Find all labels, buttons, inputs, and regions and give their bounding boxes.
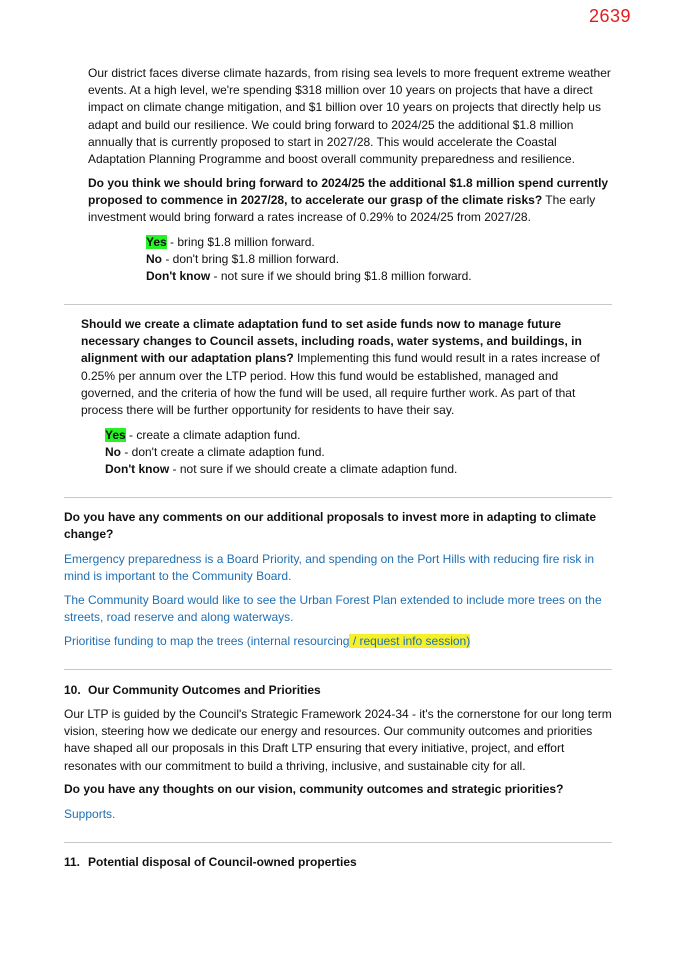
q2-option-dontknow — [105, 461, 457, 478]
q2-option-yes-text: - create a climate adaption fund. — [125, 428, 301, 442]
divider — [64, 669, 612, 670]
q1-detail: The early investment would bring forward a rates increase of 0.29% to 2024/25 from 2027/28. — [88, 193, 596, 225]
page-number: 2639 — [588, 6, 631, 26]
q2-option-dontknow-label: Don't know — [105, 462, 170, 476]
q1-option-no — [146, 251, 339, 268]
q1-option-no-text: - don't bring $1.8 million forward. — [162, 252, 340, 266]
q3-question: Do you have any comments on our additional proposals to invest more in adapting to climate change? — [64, 510, 597, 542]
section-11-number: 11. — [64, 855, 81, 869]
q1-option-no-label: No — [146, 252, 162, 266]
q1-question: Do you think we should bring forward to 2024/25 the additional $1.8 million spend currently proposed to commence in 2027/28, to accelerate our grasp of the climate risks? — [88, 176, 609, 208]
q3-response-3-text: Prioritise funding to map the trees (internal resourcing — [64, 634, 350, 648]
q3-response-1: Emergency preparedness is a Board Priority, and spending on the Port Hills with reducing fire risk in mind is important to the Community Board. — [64, 552, 595, 584]
divider — [64, 304, 612, 305]
section-11-heading — [64, 854, 604, 871]
q2-question: Should we create a climate adaptation fund to set aside funds now to manage future necessary changes to Council assets, including roads, water systems, and buildings, in alignment with our adaptation plans? — [81, 317, 582, 366]
section-10-title: Our Community Outcomes and Priorities — [88, 683, 321, 697]
q1-option-dontknow-text: - not sure if we should bring $1.8 million forward. — [210, 269, 472, 283]
q3-response-3-highlight: / request info session) — [349, 634, 471, 648]
section-10-number: 10. — [64, 683, 81, 697]
section-10-heading — [64, 682, 604, 699]
q1-option-yes-label: Yes — [146, 235, 167, 249]
section-10-question: Do you have any thoughts on our vision, community outcomes and strategic priorities? — [64, 782, 564, 796]
q2-detail: Implementing this fund would result in a rates increase of 0.25% per annum over the LTP period. How this fund would be established, managed and governed, and the criteria of how the fund will be used, all require further work. As part of that process there will be further opportunity for residents to have their say. — [81, 351, 600, 418]
section-10-body: Our LTP is guided by the Council's Strategic Framework 2024-34 - it's the cornerstone for our long term vision, steering how we dedicate our energy and resources. Our community outcomes and priorities have shaped all our proposals in this Draft LTP ensuring that every initiative, project, and effort resonates with our commitment to build a thriving, inclusive, and sustainable city for all. — [64, 707, 612, 773]
q3-response-3 — [64, 633, 604, 650]
q2-option-no-text: - don't create a climate adaption fund. — [121, 445, 325, 459]
q1-paragraph — [88, 175, 612, 227]
q2-option-no — [105, 444, 325, 461]
q2-option-yes — [105, 427, 300, 444]
q2-option-yes-label: Yes — [105, 428, 126, 442]
q2-option-no-label: No — [105, 445, 121, 459]
q3-response-2: The Community Board would like to see the Urban Forest Plan extended to include more trees on the streets, road reserve and along waterways. — [64, 593, 602, 625]
divider — [64, 842, 612, 843]
section-10-response: Supports. — [64, 807, 116, 821]
q1-option-dontknow-label: Don't know — [146, 269, 211, 283]
climate-intro-paragraph: Our district faces diverse climate hazards, from rising sea levels to more frequent extreme weather events. At a high level, we're spending $318 million over 10 years on projects that have a direct impact on climate change mitigation, and $1 billion over 10 years on projects that directly help us adapt and build our resilience. We could bring forward to 2024/25 the additional $1.8 million annually that is currently proposed to start in 2027/28. This would accelerate the Coastal Adaptation Planning Programme and boost overall community preparedness and resilience. — [88, 66, 611, 167]
q1-option-yes-text: - bring $1.8 million forward. — [166, 235, 315, 249]
q1-option-yes — [146, 234, 315, 251]
section-11-title: Potential disposal of Council-owned properties — [88, 855, 357, 869]
divider — [64, 497, 612, 498]
q2-paragraph — [81, 316, 612, 419]
q2-option-dontknow-text: - not sure if we should create a climate adaption fund. — [169, 462, 458, 476]
q1-option-dontknow — [146, 268, 472, 285]
